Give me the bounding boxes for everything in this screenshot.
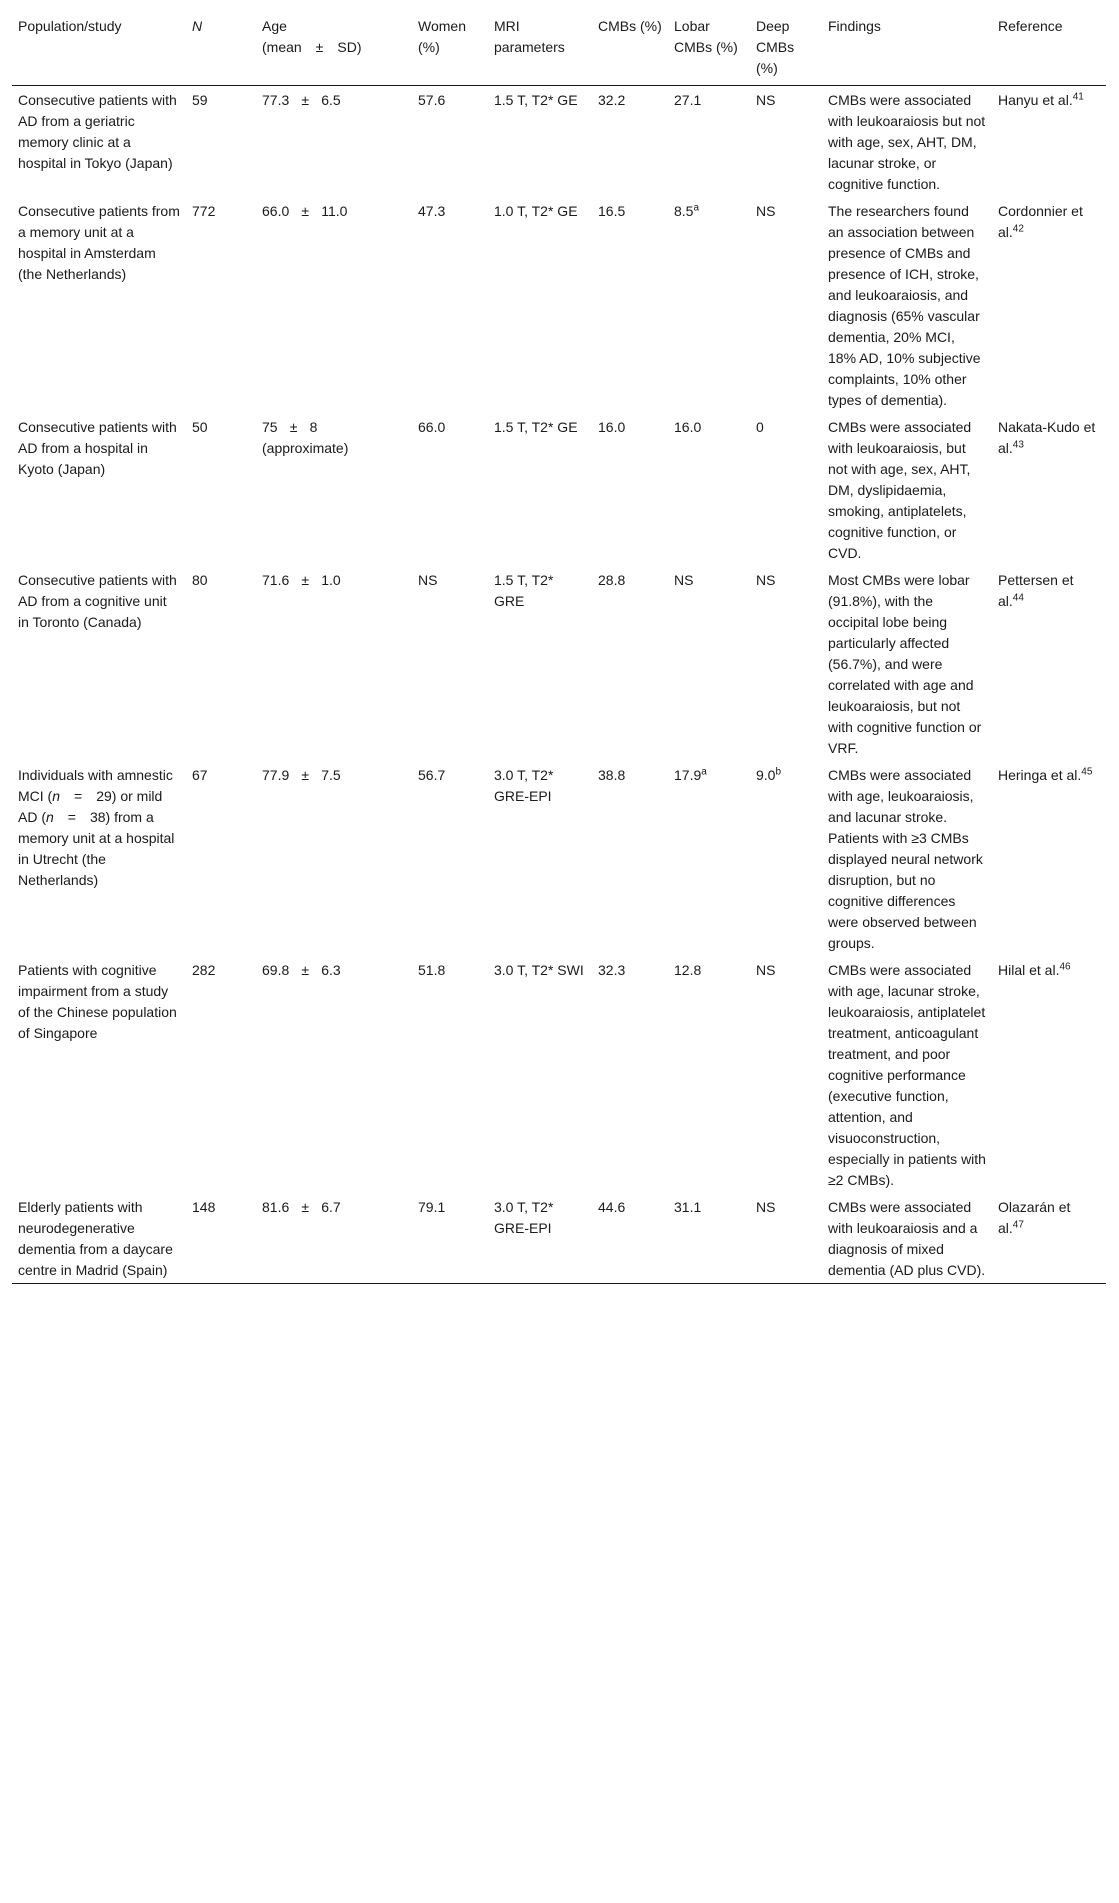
age-plusminus: ± <box>301 962 310 978</box>
population-n-symbol: n <box>46 809 54 825</box>
reference-text: Hanyu et al. <box>998 92 1073 108</box>
cell-n: 80 <box>192 572 208 588</box>
cell-lobar: 16.0 <box>674 419 702 435</box>
table-row <box>12 413 1106 566</box>
cell-reference <box>992 566 1106 761</box>
reference-number: 47 <box>1012 1219 1024 1231</box>
reference-number: 42 <box>1012 223 1024 235</box>
cell-women: 57.6 <box>418 92 446 108</box>
reference-text: Heringa et al. <box>998 767 1082 783</box>
deep-value: 9.0 <box>756 767 776 783</box>
cell-women: 51.8 <box>418 962 446 978</box>
cell-deep: NS <box>756 962 776 978</box>
cell-findings: CMBs were associated with age, leukoaraiosis, and lacunar stroke. Patients with ≥3 CMBs displayed neural network disruption, but no cognitive differences were observed between groups. <box>828 767 983 951</box>
cell-age <box>256 1193 412 1284</box>
header-lobar: Lobar CMBs (%) <box>668 8 750 86</box>
cmb-studies-table <box>12 8 1106 1284</box>
cell-age <box>256 86 412 198</box>
cell-cmbs: 38.8 <box>598 767 626 783</box>
cell-deep: NS <box>756 203 776 219</box>
cell-population: Consecutive patients with AD from a hospital in Kyoto (Japan) <box>18 419 177 477</box>
cell-cmbs: 16.0 <box>598 419 626 435</box>
cell-population <box>12 761 186 956</box>
age-sd: 11.0 <box>321 203 348 219</box>
table-row <box>12 566 1106 761</box>
cell-reference <box>992 413 1106 566</box>
cmb-studies-table-container <box>12 8 1106 1284</box>
cell-reference <box>992 761 1106 956</box>
reference-number: 44 <box>1012 592 1024 604</box>
table-row <box>12 956 1106 1193</box>
cell-mri: 1.0 T, T2* GE <box>494 203 578 219</box>
cell-n: 59 <box>192 92 208 108</box>
age-mean: 81.6 <box>262 1199 290 1215</box>
reference-text: Nakata-Kudo et al. <box>998 419 1096 456</box>
cell-deep <box>750 761 822 956</box>
cell-reference <box>992 197 1106 413</box>
cell-cmbs: 16.5 <box>598 203 626 219</box>
cell-mri: 3.0 T, T2* GRE-EPI <box>488 1193 592 1284</box>
age-mean: 77.3 <box>262 92 290 108</box>
cell-reference <box>992 956 1106 1193</box>
age-sd: 1.0 <box>321 572 341 588</box>
header-population: Population/study <box>12 8 186 86</box>
cell-population: Consecutive patients from a memory unit at a hospital in Amsterdam (the Netherlands) <box>18 203 180 282</box>
reference-number: 41 <box>1072 91 1084 103</box>
cell-mri: 3.0 T, T2* GRE-EPI <box>494 767 554 804</box>
lobar-value: 8.5 <box>674 203 694 219</box>
age-plusminus: ± <box>301 1199 310 1215</box>
age-mean: 71.6 <box>262 572 290 588</box>
age-plusminus: ± <box>301 767 310 783</box>
header-women: Women (%) <box>412 8 488 86</box>
cell-population: Consecutive patients with AD from a cognitive unit in Toronto (Canada) <box>18 572 177 630</box>
cell-lobar <box>668 761 750 956</box>
population-text-end: = 38) from a memory unit at a hospital in Utrecht (the Netherlands) <box>18 809 175 888</box>
reference-text: Hilal et al. <box>998 962 1060 978</box>
cell-mri: 1.5 T, T2* GE <box>494 419 578 435</box>
reference-number: 46 <box>1059 961 1071 973</box>
cell-n: 148 <box>186 1193 256 1284</box>
reference-text: Pettersen et al. <box>998 572 1074 609</box>
cell-population: Patients with cognitive impairment from a study of the Chinese population of Singapore <box>18 962 177 1041</box>
cell-deep: NS <box>750 1193 822 1284</box>
header-reference: Reference <box>992 8 1106 86</box>
age-mean: 69.8 <box>262 962 290 978</box>
lobar-value: 17.9 <box>674 767 702 783</box>
header-findings: Findings <box>822 8 992 86</box>
cell-n: 772 <box>192 203 216 219</box>
cell-deep: NS <box>756 572 776 588</box>
table-row <box>12 761 1106 956</box>
age-note: (approximate) <box>262 440 349 456</box>
reference-text: Cordonnier et al. <box>998 203 1083 240</box>
cell-lobar <box>668 197 750 413</box>
cell-findings: CMBs were associated with age, lacunar stroke, leukoaraiosis, antiplatelet treatment, anticoagulant treatment, and poor cognitive performance (executive function, attention, and visuoconstruction, especially in patients with ≥2 CMBs). <box>828 962 986 1188</box>
age-mean: 75 <box>262 419 278 435</box>
cell-population: Consecutive patients with AD from a geriatric memory clinic at a hospital in Tokyo (Japan) <box>18 92 177 171</box>
cell-deep: 0 <box>756 419 764 435</box>
cell-lobar: 31.1 <box>668 1193 750 1284</box>
cell-age <box>256 566 412 761</box>
age-plusminus: ± <box>289 419 298 435</box>
cell-age <box>256 197 412 413</box>
cell-mri: 1.5 T, T2* GRE <box>494 572 554 609</box>
age-sd: 6.5 <box>321 92 341 108</box>
table-row <box>12 86 1106 198</box>
reference-number: 45 <box>1081 766 1093 778</box>
cell-reference <box>992 86 1106 198</box>
population-n-symbol: n <box>52 788 61 804</box>
header-mri: MRI parameters <box>488 8 592 86</box>
cell-age <box>256 413 412 566</box>
age-plusminus: ± <box>301 203 310 219</box>
header-deep: Deep CMBs (%) <box>750 8 822 86</box>
cell-lobar: 27.1 <box>674 92 702 108</box>
cell-findings: Most CMBs were lobar (91.8%), with the occipital lobe being particularly affected (56.7%), and were correlated with age and leukoaraiosis, but not with cognitive function or VRF. <box>828 572 982 756</box>
cell-women: 56.7 <box>418 767 446 783</box>
cell-findings: CMBs were associated with leukoaraiosis, but not with age, sex, AHT, DM, dyslipidaemia, smoking, antiplatelets, cognitive function, or CVD. <box>828 419 972 561</box>
cell-mri: 1.5 T, T2* GE <box>494 92 578 108</box>
age-plusminus: ± <box>301 572 310 588</box>
cell-lobar: 12.8 <box>674 962 702 978</box>
header-age-line1: Age <box>262 18 287 34</box>
cell-n: 67 <box>192 767 208 783</box>
cell-findings: CMBs were associated with leukoaraiosis but not with age, sex, AHT, DM, lacunar stroke, or cognitive function. <box>828 92 986 192</box>
deep-footnote-mark: b <box>775 766 782 778</box>
table-row <box>12 1193 1106 1284</box>
header-cmbs: CMBs (%) <box>592 8 668 86</box>
reference-text: Olazarán et al. <box>998 1199 1071 1236</box>
cell-age <box>256 956 412 1193</box>
age-sd: 6.3 <box>321 962 341 978</box>
cell-lobar: NS <box>674 572 694 588</box>
header-age <box>256 8 412 86</box>
cell-reference <box>992 1193 1106 1284</box>
cell-deep: NS <box>756 92 776 108</box>
cell-mri: 3.0 T, T2* SWI <box>494 962 584 978</box>
header-n: N <box>186 8 256 86</box>
age-sd: 7.5 <box>321 767 341 783</box>
cell-findings: The researchers found an association between presence of CMBs and presence of ICH, stroke, and leukoaraiosis, and diagnosis (65% vascular dementia, 20% MCI, 18% AD, 10% subjective complaints, 10% other types of dementia). <box>828 203 981 408</box>
cell-women: NS <box>418 572 438 588</box>
age-sd: 8 <box>309 419 318 435</box>
cell-n: 282 <box>192 962 216 978</box>
reference-number: 43 <box>1012 439 1024 451</box>
cell-population: Elderly patients with neurodegenerative dementia from a daycare centre in Madrid (Spain) <box>12 1193 186 1284</box>
lobar-footnote-mark: a <box>693 202 700 214</box>
cell-women: 47.3 <box>418 203 446 219</box>
age-mean: 66.0 <box>262 203 290 219</box>
cell-findings: CMBs were associated with leukoaraiosis and a diagnosis of mixed dementia (AD plus CVD). <box>822 1193 992 1284</box>
cell-cmbs: 32.2 <box>598 92 626 108</box>
header-row <box>12 8 1106 86</box>
cell-cmbs: 28.8 <box>598 572 626 588</box>
age-mean: 77.9 <box>262 767 290 783</box>
cell-women: 66.0 <box>418 419 446 435</box>
cell-women: 79.1 <box>412 1193 488 1284</box>
header-age-line2: (mean ± SD) <box>262 39 362 55</box>
cell-cmbs: 44.6 <box>592 1193 668 1284</box>
age-sd: 6.7 <box>321 1199 341 1215</box>
table-row <box>12 197 1106 413</box>
population-text-start: Individuals with amnestic MCI ( <box>18 767 173 804</box>
age-plusminus: ± <box>301 92 310 108</box>
cell-cmbs: 32.3 <box>598 962 626 978</box>
population-text-middle: = 29) or mild AD ( <box>18 788 163 825</box>
cell-age <box>256 761 412 956</box>
lobar-footnote-mark: a <box>701 766 707 778</box>
cell-n: 50 <box>192 419 208 435</box>
